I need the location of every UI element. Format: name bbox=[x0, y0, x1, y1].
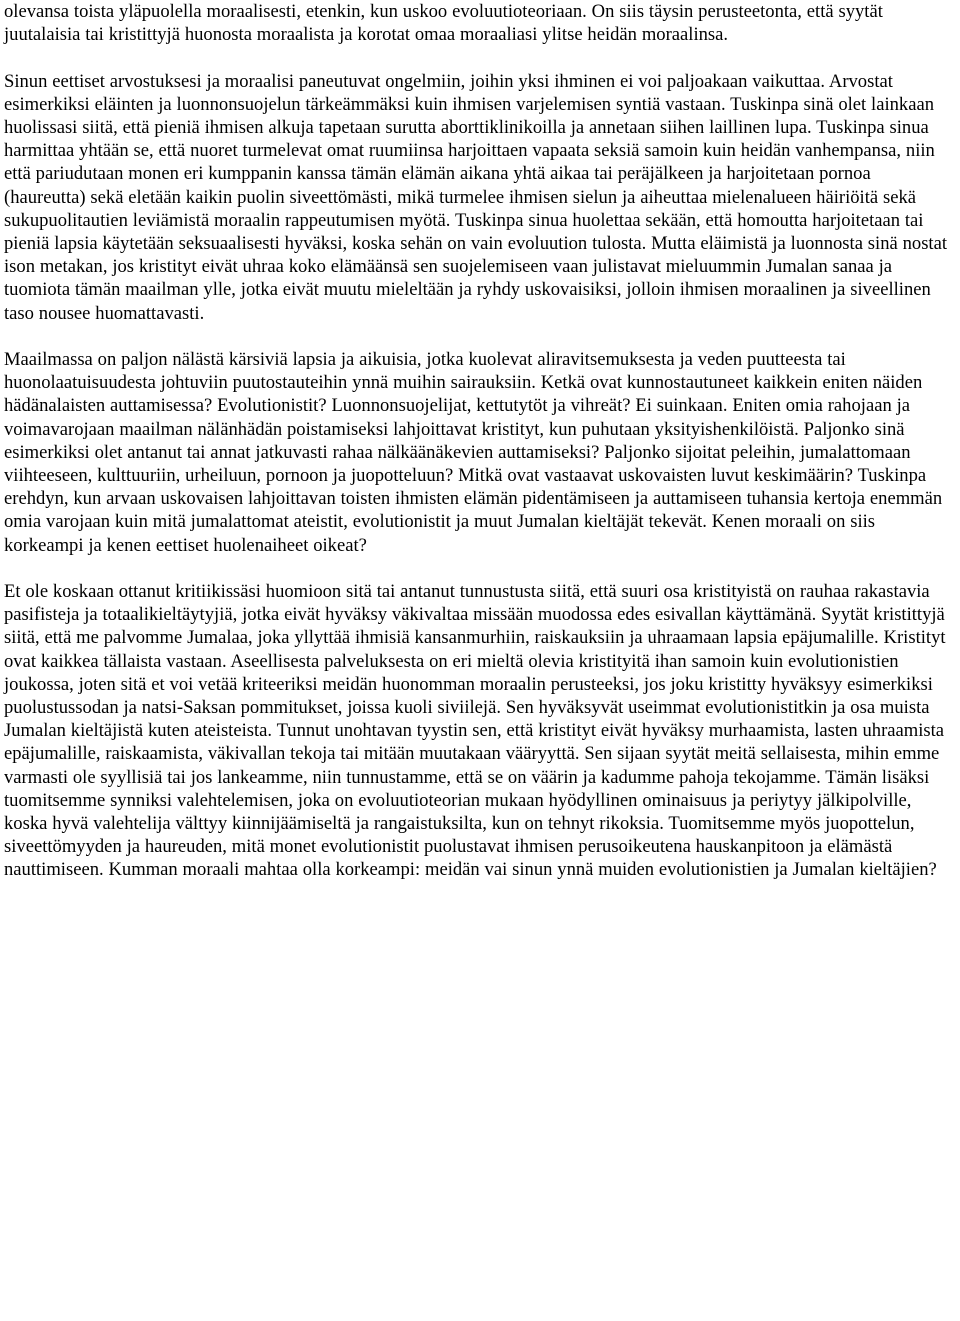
document-page bbox=[4, 0, 957, 882]
paragraph-gap bbox=[4, 557, 957, 580]
paragraph-gap bbox=[4, 325, 957, 348]
paragraph-2: Sinun eettiset arvostuksesi ja moraalisi paneutuvat ongelmiin, joihin yksi ihminen ei voi paljoakaan vaikuttaa. Arvostat esimerkiksi eläinten ja luonnonsuojelun tärkeämmäksi kuin ihmisen varjelemisen syntiä vastaan. Tuskinpa sinä olet lainkaan huolissasi siitä, että pieniä ihmisen alkuja tapetaan surutta aborttiklinikoilla ja annetaan siihen laillinen lupa. Tuskinpa sinua harmittaa yhtään se, että nuoret turmelevat omat ruumiinsa harjoittaen vapaata seksiä samoin kuin heidän vanhempansa, niin että pariudutaan monen eri kumppanin kanssa tämän elämän aikana yhtä aikaa tai peräjälkeen ja harjoitetaan pornoa (haureutta) sekä eletään kaikin puolin siveettömästi, mikä turmelee ihmisen sielun ja aiheuttaa mielenalueen häiriöitä sekä sukupuolitautien leviämistä moraalin rappeutumisen myötä. Tuskinpa sinua huolettaa sekään, että homoutta harjoitetaan tai pieniä lapsia käytetään seksuaalisesti hyväksi, koska sehän on vain evoluution tulosta. Mutta eläimistä ja luonnosta sinä nostat ison metakan, jos kristityt eivät uhraa koko elämäänsä sen suojelemiseen vaan julistavat mieluummin Jumalan sanaa ja tuomiota tämän maailman ylle, jotka eivät muutu mieleltään ja ryhdy uskovaisiksi, jolloin ihmisen moraalinen ja siveellinen taso nousee huomattavasti. bbox=[4, 70, 948, 324]
paragraph-1: olevansa toista yläpuolella moraalisesti, etenkin, kun uskoo evoluutioteoriaan. On siis täysin perusteetonta, että syytät juutalaisia tai kristittyjä huonosta moraalista ja korotat omaa moraaliasi ylitse heidän moraalinsa. bbox=[4, 1, 883, 46]
paragraph-4: Et ole koskaan ottanut kritiikissäsi huomioon sitä tai antanut tunnustusta siitä, että suuri osa kristityistä on rauhaa rakastavia pasifisteja ja totaalikieltäytyjiä, jotka eivät hyväksy väkivaltaa missään muodossa edes esivallan käyttämänä. Syytät kristittyjä siitä, että me palvomme Jumalaa, joka yllyttää ihmisiä kansanmurhiin, raiskauksiin ja uhraamaan lapsia epäjumalille. Kristityt ovat kaikkea tällaista vastaan. Aseellisesta palveluksesta on eri mieltä olevia kristityitä ihan samoin kuin evolutionistien joukossa, joten sitä et voi vetää kriteeriksi meidän huonomman moraalin perusteeksi, jos joku kristitty hyväksyy esimerkiksi puolustussodan ja natsi-Saksan pommitukset, joissa kuoli siviilejä. Sen hyväksyvät useimmat evolutionistitkin ja osa muista Jumalan kieltäjistä kuten ateisteista. Tunnut unohtavan tyystin sen, että kristityt eivät hyväksy murhaamista, lasten uhraamista epäjumalille, raiskaamista, väkivallan tekoja tai mitään muutakaan vääryyttä. Sen sijaan syytät meitä sellaisesta, mihin emme varmasti ole syyllisiä tai jos lankeamme, niin tunnustamme, että se on väärin ja kadumme pahoja tekojamme. Tämän lisäksi tuomitsemme synniksi valehtelemisen, joka on evoluutioteorian mukaan hyödyllinen ominaisuus ja periytyy jälkipolville, koska hyvä valehtelija välttyy kiinnijäämiseltä ja rangaistuksilta, kun on tehnyt rikoksia. Tuomitsemme myös juopottelun, siveettömyyden ja haureuden, mitä monet evolutionistit puolustavat ihmisen perusoikeutena hauskanpitoon ja elämästä nauttimiseen. Kumman moraali mahtaa olla korkeampi: meidän vai sinun ynnä muiden evolutionistien ja Jumalan kieltäjien? bbox=[4, 581, 946, 881]
paragraph-3: Maailmassa on paljon nälästä kärsiviä lapsia ja aikuisia, jotka kuolevat aliravitsemuksesta ja veden puutteesta tai huonolaatuisuudesta johtuviin puutostauteihin ynnä muihin sairauksiin. Ketkä ovat kunnostautuneet kaikkein eniten näiden hädänalaisten auttamisessa? Evolutionistit? Luonnonsuojelijat, kettutytöt ja vihreät? Ei suinkaan. Eniten omia rahojaan ja voimavarojaan maailman nälänhädän poistamiseksi lahjoittavat kristityt, kun puhutaan yksityishenkilöistä. Paljonko sinä esimerkiksi olet antanut tai annat jatkuvasti rahaa nälkäänäkevien auttamiseksi? Paljonko sijoitat peleihin, jumalattomaan viihteeseen, kulttuuriin, urheiluun, pornoon ja juopotteluun? Mitkä ovat vastaavat uskovaisten luvut keskimäärin? Tuskinpa erehdyn, kun arvaan uskovaisen lahjoittavan toisten ihmisten elämän pidentämiseen ja auttamiseen tuhansia kertoja enemmän omia varojaan kuin mitä jumalattomat ateistit, evolutionistit ja muut Jumalan kieltäjät tekevät. Kenen moraali on siis korkeampi ja kenen eettiset huolenaiheet oikeat? bbox=[4, 349, 943, 556]
paragraph-gap bbox=[4, 46, 957, 69]
